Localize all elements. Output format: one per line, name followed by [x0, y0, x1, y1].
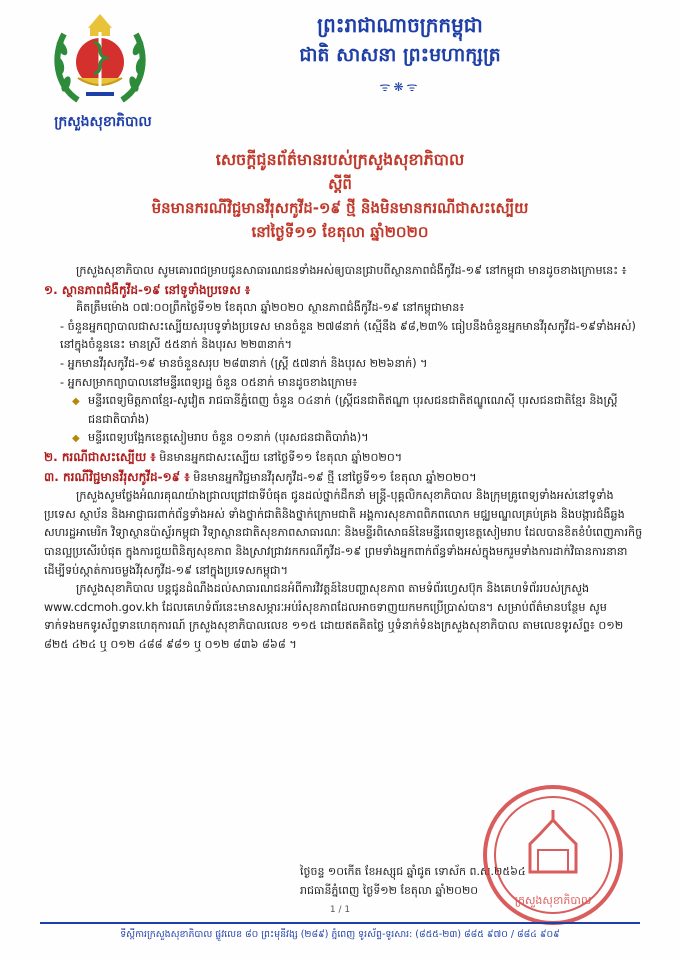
section-3: [44, 468, 644, 488]
section-3-text: មិនមានអ្នកវិជ្ជមានវីរុសកូវីដ-១៩ ថ្មី នៅថ្ងៃទី១១ ខែតុលា ឆ្នាំ២០២០។: [193, 470, 477, 484]
kingdom-line-1: ព្រះរាជាណាចក្រកម្ពុជា: [317, 13, 483, 37]
page-number: 1 / 1: [329, 905, 351, 915]
title-line-4: នៅថ្ងៃទី១១ ខែតុលា ឆ្នាំ២០២០: [251, 223, 429, 241]
intro-paragraph: ក្រសួងសុខាភិបាល សូមគោរពជម្រាបជូនសាធារណជនទាំងអស់ឲ្យបានជ្រាបពីស្ថានភាពជំងឺកូវីដ-១៩ នៅកម្ពុជា មានដូចខាងក្រោមនេះ ៖: [76, 264, 627, 277]
thanks-paragraph: ក្រសួងសូមថ្លែងអំណរគុណយ៉ាងជ្រាលជ្រៅជាទីបំផុត ជូនដល់ថ្នាក់ដឹកនាំ មន្ត្រី-បុគ្គលិកសុខាភិបាល និងក្រុមគ្រូពេទ្យទាំងអស់នៅទូទាំងប្រទេស ស្ថាប័ន និងអាជ្ញាធរពាក់ព័ន្ធទាំងអស់ ទាំងថ្នាក់ជាតិនិងថ្នាក់ក្រោមជាតិ អង្គការសុខភាពពិភពលោក មជ្ឈមណ្ឌលគ្រប់គ្រង និងបង្ការជំងឺឆ្លងសហរដ្ឋអាមេរិក វិទ្យាស្ថានប៉ាស្ទ័រកម្ពុជា វិទ្យាស្ថានជាតិសុខភាពសាធារណៈ និងមន្ទីរពិសោធន៍នៃមន្ទីរពេទ្យខេត្តសៀមរាប ដែលបានខិតខំបំពេញភារកិច្ចបានល្អប្រសើរបំផុត ក្នុងការជួយពិនិត្យសុខភាព និងស្រាវជ្រាវរកករណីកូវីដ-១៩ ព្រមទាំងអ្នកពាក់ព័ន្ធទាំងអស់ក្នុងមករួមទាំងការដាក់វិធានការនានា ដើម្បីទប់ស្កាត់ការចម្លងវីរុសកូវីដ-១៩ នៅក្នុងប្រទេសកម្ពុជា។: [44, 489, 643, 577]
section-3-heading: ៣. ករណីវិជ្ជមានវីរុសកូវីដ-១៩ ៖: [44, 469, 190, 484]
footer-divider: [40, 922, 640, 924]
section-1-text: គិតត្រឹមម៉ោង ០៧:០០ព្រឹកថ្ងៃទី១២ ខែតុលា ឆ្នាំ២០២០ ស្ថានភាពជំងឺកូវីដ-១៩ នៅកម្ពុជាមាន៖: [76, 301, 465, 315]
title-line-2: ស្តីពី: [328, 175, 352, 193]
title-line-1: សេចក្តីជូនព័ត៌មានរបស់ក្រសួងសុខាភិបាល: [215, 150, 465, 169]
ministry-logo: [48, 8, 152, 112]
solar-date: រាជធានីភ្នំពេញ ថ្ងៃទី១២ ខែតុលា ឆ្នាំ២០២០: [300, 884, 479, 897]
hospital-item-1: ◆ មន្ទីរពេទ្យមិត្តភាពខ្មែរ-សូវៀត រាជធានីភ្នំពេញ ចំនួន ០៤នាក់ (ស្ត្រីជនជាតិឥណ្ឌា បុរសជនជាតិឥណ្ឌូណេស៊ី បុរសជនជាតិខ្មែរ និងស្ត្រីជនជាតិបារាំង): [72, 394, 618, 426]
section-2-heading: ២. ករណីជាសះស្បើយ ៖: [44, 449, 156, 464]
section-2-text: មិនមានអ្នកជាសះស្បើយ នៅថ្ងៃទី១១ ខែតុលា ឆ្នាំ២០២០។: [159, 450, 403, 464]
section-1-heading: ១. ស្ថានភាពជំងឺកូវីដ-១៩ នៅទូទាំងប្រទេស ៖: [44, 282, 251, 297]
lunar-date: ថ្ងៃចន្ទ ១០កើត ខែអស្សុជ ឆ្នាំជូត ទោស័ក ព.ស.២៥៦៤: [300, 865, 526, 878]
bullet-icon: ◆: [72, 396, 80, 408]
positive-total-item: - អ្នកមានវីរុសកូវីដ-១៩ មានចំនួនសរុប ២៨៣នាក់ (ស្ត្រី ៥៧នាក់ និងបុរស ២២៦នាក់) ។: [60, 356, 428, 370]
kingdom-header: [210, 10, 590, 70]
section-2: [44, 448, 644, 468]
document-title-block: [90, 148, 590, 244]
hospital-item-2: ◆ មន្ទីរពេទ្យបង្អែកខេត្តសៀមរាប ចំនួន ០១នាក់ (បុរសជនជាតិបារាំង)។: [44, 429, 644, 448]
kingdom-line-2: ជាតិ សាសនា ព្រះមហាក្សត្រ: [299, 44, 501, 66]
title-line-3: មិនមានករណីវិជ្ជមានវីរុសកូវីដ-១៩ ថ្មី និងមិនមានករណីជាសះស្បើយ: [151, 199, 529, 217]
document-body: [44, 262, 644, 654]
svg-text:ក្រសួងសុខាភិបាល: ក្រសួងសុខាភិបាល: [514, 894, 592, 907]
footer-address: ទីស្តីការក្រសួងសុខាភិបាល ផ្លូវលេខ ៨០ ព្រះមុនីវង្ស (២៨៩) ភ្នំពេញ ទូរស័ព្ទ-ទូរសារ: (៨៥៥-២៣) ៨៨៥ ៩៧០ / ៨៨៤ ៩០៩: [120, 929, 560, 940]
bullet-icon: ◆: [72, 433, 80, 445]
recovered-total-item: - ចំនួនអ្នកព្យាបាលជាសះស្បើយសរុបទូទាំងប្រទេស មានចំនួន ២៧៨នាក់ (ស្មើនឹង ៩៨,២៣% ធៀបនឹងចំនួនអ្នកមានវីរុសកូវីដ-១៩ទាំងអស់) នៅក្នុងចំនួននេះ មានស្រី ៥៥នាក់ និងបុរស ២២៣នាក់។: [60, 319, 636, 352]
ministry-name: ក្រសួងសុខាភិបាល: [54, 114, 152, 130]
decorative-ornament: ᯤ❋ᯤ: [379, 80, 421, 94]
hospitalized-item: - អ្នកសម្រាកព្យាបាលនៅមន្ទីរពេទ្យរដ្ឋ ចំនួន ០៥នាក់ មានដូចខាងក្រោម៖: [60, 375, 358, 389]
info-paragraph: ក្រសួងសុខាភិបាល បន្តជូនដំណឹងដល់សាធារណជនអំពីការវិវត្តន៍នៃបញ្ហាសុខភាព តាមទំព័រហ្វេសប៊ុក និងគេហទំព័ររបស់ក្រសួង www.cdcmoh.gov.kh ដែលគេហទំព័រនេះមានសម្ភារៈអប់រំសុខភាពដែលអាចទាញយកមកប្រើប្រាស់បាន។ សម្រាប់ព័ត៌មានបន្ថែម សូមទាក់ទងមកទូរស័ព្ទទានហេតុការណ៍ ក្រសួងសុខាភិបាលលេខ ១១៥ ដោយឥតគិតថ្លៃ ឬទំនាក់ទំនងក្រសួងសុខាភិបាល តាមលេខទូរស័ព្ទ៖ ០១២ ៨២៥ ៤២៤ ឬ ០១២ ៤៨៨ ៩៨១ ឬ ០១២ ៨៣៦ ៨៦៨ ។: [44, 582, 624, 651]
